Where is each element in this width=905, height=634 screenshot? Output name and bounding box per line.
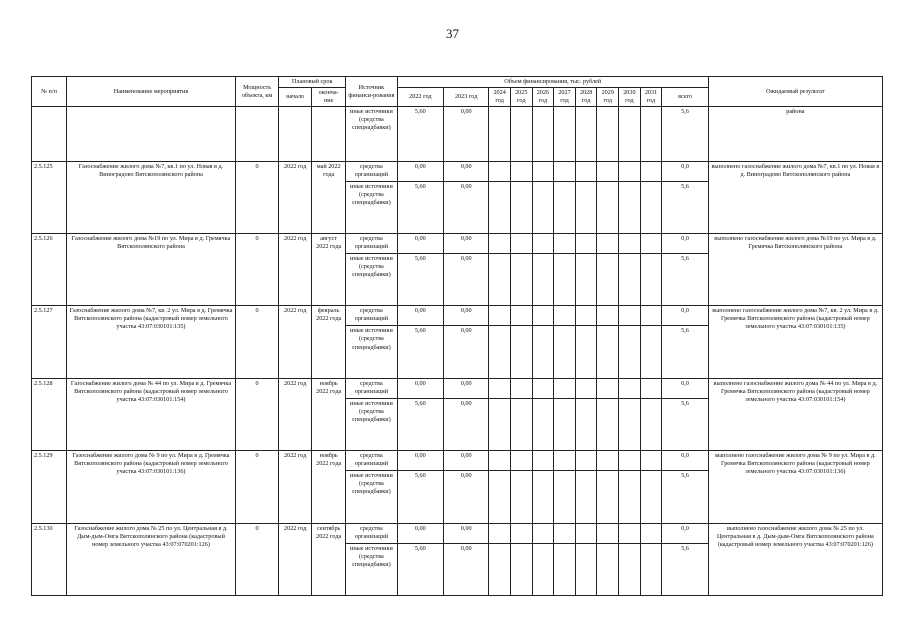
cell-capacity: 0 bbox=[235, 523, 278, 595]
cell-2023: 0,00 bbox=[444, 107, 489, 161]
cell-empty bbox=[640, 398, 662, 450]
cell-empty bbox=[510, 233, 532, 253]
cell-end: ноябрь 2022 года bbox=[312, 378, 346, 450]
cell-empty bbox=[640, 181, 662, 233]
cell-start: 2022 год bbox=[279, 451, 312, 523]
cell-2022: 5,60 bbox=[397, 107, 443, 161]
cell-empty bbox=[640, 254, 662, 306]
cell-empty bbox=[619, 254, 641, 306]
cell-empty bbox=[619, 398, 641, 450]
cell-total: 5,6 bbox=[662, 107, 708, 161]
cell-empty bbox=[554, 306, 576, 326]
header-term-end: оконча-ние bbox=[312, 88, 346, 107]
cell-empty bbox=[597, 107, 619, 161]
measure-row bbox=[32, 233, 883, 253]
cell-2022: 0,00 bbox=[397, 161, 443, 181]
header-year: 2025 год bbox=[510, 88, 532, 107]
header-capacity: Мощность объекта, км bbox=[235, 77, 278, 107]
header-result: Ожидаемый результат bbox=[708, 77, 882, 107]
cell-empty bbox=[597, 471, 619, 523]
cell-empty bbox=[489, 451, 511, 471]
cell-2022: 5,60 bbox=[397, 543, 443, 595]
cell-empty bbox=[640, 471, 662, 523]
cell-2023: 0,00 bbox=[444, 398, 489, 450]
cell-empty bbox=[489, 161, 511, 181]
cell-result: района bbox=[708, 107, 882, 161]
cell-empty bbox=[640, 451, 662, 471]
cell-2023: 0,00 bbox=[444, 233, 489, 253]
header-total: всего bbox=[662, 88, 708, 107]
cell-capacity: 0 bbox=[235, 378, 278, 450]
cell-name: Газоснабжение жилого дома №19 по ул. Мира в д. Гремячка Вятскополянского района bbox=[67, 233, 236, 305]
cell-total: 0,0 bbox=[662, 523, 708, 543]
cell-empty bbox=[510, 161, 532, 181]
cell-empty bbox=[532, 181, 554, 233]
cell-empty bbox=[597, 398, 619, 450]
header-year: 2026 год bbox=[532, 88, 554, 107]
cell-source: средства организаций bbox=[346, 233, 398, 253]
cell-empty bbox=[510, 543, 532, 595]
cell-num: 2.5.127 bbox=[32, 306, 67, 378]
cell-empty bbox=[532, 233, 554, 253]
cell-empty bbox=[510, 398, 532, 450]
cell-empty bbox=[554, 523, 576, 543]
cell-empty bbox=[597, 161, 619, 181]
header-year: 2029 год bbox=[597, 88, 619, 107]
measure-row bbox=[32, 161, 883, 181]
cell-empty bbox=[575, 471, 597, 523]
cell-start: 2022 год bbox=[279, 233, 312, 305]
cell-empty bbox=[575, 398, 597, 450]
cell-empty bbox=[619, 181, 641, 233]
cell-2023: 0,00 bbox=[444, 306, 489, 326]
cell-empty bbox=[532, 471, 554, 523]
cell-empty bbox=[510, 181, 532, 233]
cell-empty bbox=[510, 451, 532, 471]
cell-total: 0,0 bbox=[662, 233, 708, 253]
cell-empty bbox=[489, 523, 511, 543]
cell-empty bbox=[619, 451, 641, 471]
cell-empty bbox=[619, 471, 641, 523]
cell-2022: 0,00 bbox=[397, 306, 443, 326]
header-year: 2024 год bbox=[489, 88, 511, 107]
cell-source: средства организаций bbox=[346, 306, 398, 326]
cell-empty bbox=[597, 378, 619, 398]
cell-source: средства организаций bbox=[346, 161, 398, 181]
cell-end: август 2022 года bbox=[312, 233, 346, 305]
cell-2023: 0,00 bbox=[444, 378, 489, 398]
cell-empty bbox=[597, 523, 619, 543]
cell-num: 2.5.126 bbox=[32, 233, 67, 305]
header-finance: Объем финансирования, тыс. рублей bbox=[397, 77, 708, 88]
cell-empty bbox=[510, 378, 532, 398]
cell-2023: 0,00 bbox=[444, 181, 489, 233]
cell-total: 5,6 bbox=[662, 254, 708, 306]
cell-empty bbox=[640, 378, 662, 398]
cell-empty bbox=[489, 233, 511, 253]
cell-empty bbox=[640, 161, 662, 181]
cell-empty bbox=[575, 161, 597, 181]
measure-row bbox=[32, 451, 883, 471]
cell-total: 0,0 bbox=[662, 161, 708, 181]
cell-empty bbox=[510, 254, 532, 306]
cell-start: 2022 год bbox=[279, 378, 312, 450]
cell-empty bbox=[510, 471, 532, 523]
measure-row bbox=[32, 523, 883, 543]
cell-empty bbox=[597, 543, 619, 595]
cell-2023: 0,00 bbox=[444, 254, 489, 306]
cell-source: средства организаций bbox=[346, 378, 398, 398]
cell-empty bbox=[532, 161, 554, 181]
cell-empty bbox=[67, 107, 236, 161]
cell-empty bbox=[510, 306, 532, 326]
cell-empty bbox=[489, 378, 511, 398]
cell-empty bbox=[619, 233, 641, 253]
measure-row bbox=[32, 306, 883, 326]
header-term-start: начало bbox=[279, 88, 312, 107]
header-term: Плановый срок bbox=[279, 77, 346, 88]
cell-empty bbox=[279, 107, 312, 161]
cell-empty bbox=[554, 398, 576, 450]
cell-empty bbox=[575, 451, 597, 471]
cell-empty bbox=[619, 543, 641, 595]
cell-result: выполнено газоснабжение жилого дома № 9 по ул. Мира в д. Гремячка Вятскополянского района (кадастровый номер земельного участка 43:07:030101:136) bbox=[708, 451, 882, 523]
cell-2023: 0,00 bbox=[444, 543, 489, 595]
cell-empty bbox=[619, 326, 641, 378]
cell-empty bbox=[597, 306, 619, 326]
header-year: 2027 год bbox=[554, 88, 576, 107]
cell-empty bbox=[489, 398, 511, 450]
cell-total: 5,6 bbox=[662, 181, 708, 233]
cell-name: Газоснабжение жилого дома № 44 по ул. Мира в д. Гремячка Вятскополянского района (кадастровый номер земельного участка 43:07:030101:154) bbox=[67, 378, 236, 450]
page-number: 37 bbox=[446, 26, 459, 41]
cell-empty bbox=[597, 326, 619, 378]
cell-empty bbox=[640, 326, 662, 378]
cell-source: иные источники (средства спецнадбавки) bbox=[346, 543, 398, 595]
cell-num: 2.5.128 bbox=[32, 378, 67, 450]
cell-result: выполнено газоснабжение жилого дома № 25 по ул. Центральная в д. Дым-дым-Омга Вятскополянского района (кадастровый номер земельного участка 43:07:070201:126) bbox=[708, 523, 882, 595]
cell-empty bbox=[575, 378, 597, 398]
cell-capacity: 0 bbox=[235, 451, 278, 523]
cell-empty bbox=[510, 107, 532, 161]
cell-empty bbox=[489, 181, 511, 233]
cell-2022: 5,60 bbox=[397, 326, 443, 378]
cell-2023: 0,00 bbox=[444, 471, 489, 523]
cell-end: май 2022 года bbox=[312, 161, 346, 233]
cell-empty bbox=[554, 181, 576, 233]
cell-source: иные источники (средства спецнадбавки) bbox=[346, 181, 398, 233]
cell-2022: 0,00 bbox=[397, 451, 443, 471]
cell-empty bbox=[554, 471, 576, 523]
cell-empty bbox=[532, 523, 554, 543]
cell-empty bbox=[532, 254, 554, 306]
header-num: № п/п bbox=[32, 77, 67, 107]
cell-result: выполнено газоснабжение жилого дома № 44 по ул. Мира в д. Гремячка Вятскополянского района (кадастровый номер земельного участка 43:07:030101:154) bbox=[708, 378, 882, 450]
cell-empty bbox=[235, 107, 278, 161]
cell-empty bbox=[597, 181, 619, 233]
cell-result: выполнено газоснабжение жилого дома №19 по ул. Мира в д. Гремячка Вятскополянского района bbox=[708, 233, 882, 305]
cell-empty bbox=[597, 451, 619, 471]
cell-total: 0,0 bbox=[662, 451, 708, 471]
header-year: 2031 год bbox=[640, 88, 662, 107]
cell-2023: 0,00 bbox=[444, 326, 489, 378]
header-year: 2022 год bbox=[397, 88, 443, 107]
cell-2022: 5,60 bbox=[397, 398, 443, 450]
cell-empty bbox=[640, 107, 662, 161]
cell-source: средства организаций bbox=[346, 451, 398, 471]
carry-over-row bbox=[32, 107, 883, 161]
cell-2023: 0,00 bbox=[444, 523, 489, 543]
cell-empty bbox=[489, 471, 511, 523]
cell-2022: 0,00 bbox=[397, 233, 443, 253]
cell-empty bbox=[597, 233, 619, 253]
cell-total: 0,0 bbox=[662, 306, 708, 326]
cell-empty bbox=[532, 326, 554, 378]
cell-empty bbox=[640, 523, 662, 543]
header-year: 2028 год bbox=[575, 88, 597, 107]
cell-empty bbox=[619, 378, 641, 398]
header-source: Источник финанси-рования bbox=[346, 77, 398, 107]
cell-empty bbox=[575, 107, 597, 161]
cell-empty bbox=[640, 233, 662, 253]
cell-end: ноябрь 2022 года bbox=[312, 451, 346, 523]
cell-total: 5,6 bbox=[662, 398, 708, 450]
header-year: 2023 год bbox=[444, 88, 489, 107]
cell-empty bbox=[575, 326, 597, 378]
cell-empty bbox=[32, 107, 67, 161]
cell-2022: 0,00 bbox=[397, 523, 443, 543]
cell-total: 0,0 bbox=[662, 378, 708, 398]
cell-empty bbox=[554, 254, 576, 306]
cell-empty bbox=[532, 398, 554, 450]
cell-start: 2022 год bbox=[279, 306, 312, 378]
cell-2023: 0,00 bbox=[444, 161, 489, 181]
cell-empty bbox=[575, 306, 597, 326]
cell-empty bbox=[532, 306, 554, 326]
financing-table bbox=[31, 76, 883, 596]
cell-result: выполнено газоснабжение жилого дома №7, кв.1 по ул. Новая в д. Виноградово Вятскополянского района bbox=[708, 161, 882, 233]
cell-empty bbox=[554, 326, 576, 378]
header-year: 2030 год bbox=[619, 88, 641, 107]
cell-name: Газоснабжение жилого дома № 9 по ул. Мира в д. Гремячка Вятскополянского района (кадастровый номер земельного участка 43:07:030101:136) bbox=[67, 451, 236, 523]
cell-empty bbox=[554, 451, 576, 471]
cell-2022: 5,60 bbox=[397, 254, 443, 306]
cell-total: 5,6 bbox=[662, 543, 708, 595]
cell-source: средства организаций bbox=[346, 523, 398, 543]
cell-name: Газоснабжение жилого дома № 25 по ул. Центральная в д. Дым-дым-Омга Вятскополянского района (кадастровый номер земельного участка 43:07:070201:126) bbox=[67, 523, 236, 595]
header-name: Наименование мероприятия bbox=[67, 77, 236, 107]
cell-total: 5,6 bbox=[662, 326, 708, 378]
cell-2022: 5,60 bbox=[397, 471, 443, 523]
cell-name: Газоснабжение жилого дома №7, кв.1 по ул. Новая в д. Виноградово Вятскополянского района bbox=[67, 161, 236, 233]
cell-empty bbox=[312, 107, 346, 161]
cell-empty bbox=[489, 306, 511, 326]
cell-empty bbox=[532, 451, 554, 471]
cell-empty bbox=[532, 543, 554, 595]
cell-empty bbox=[510, 523, 532, 543]
cell-2022: 5,60 bbox=[397, 181, 443, 233]
cell-empty bbox=[489, 107, 511, 161]
cell-num: 2.5.130 bbox=[32, 523, 67, 595]
cell-empty bbox=[554, 233, 576, 253]
cell-empty bbox=[554, 161, 576, 181]
cell-source: иные источники (средства спецнадбавки) bbox=[346, 326, 398, 378]
cell-end: февраль 2022 года bbox=[312, 306, 346, 378]
cell-empty bbox=[619, 161, 641, 181]
cell-start: 2022 год bbox=[279, 161, 312, 233]
cell-empty bbox=[554, 107, 576, 161]
cell-empty bbox=[554, 543, 576, 595]
measure-row bbox=[32, 378, 883, 398]
cell-source: иные источники (средства спецнадбавки) bbox=[346, 107, 398, 161]
cell-end: сентябрь 2022 года bbox=[312, 523, 346, 595]
cell-empty bbox=[575, 233, 597, 253]
cell-empty bbox=[640, 543, 662, 595]
cell-empty bbox=[619, 306, 641, 326]
cell-empty bbox=[489, 254, 511, 306]
cell-source: иные источники (средства спецнадбавки) bbox=[346, 471, 398, 523]
cell-empty bbox=[575, 523, 597, 543]
cell-empty bbox=[597, 254, 619, 306]
cell-empty bbox=[619, 107, 641, 161]
cell-empty bbox=[489, 326, 511, 378]
cell-2022: 0,00 bbox=[397, 378, 443, 398]
cell-source: иные источники (средства спецнадбавки) bbox=[346, 398, 398, 450]
cell-result: выполнено газоснабжение жилого дома №7, кв. 2 ул. Мира в д. Гремячка Вятскополянского района (кадастровый номер земельного участка 43:07:030101:135) bbox=[708, 306, 882, 378]
cell-empty bbox=[532, 107, 554, 161]
cell-num: 2.5.129 bbox=[32, 451, 67, 523]
cell-empty bbox=[510, 326, 532, 378]
cell-name: Газоснабжение жилого дома №7, кв. 2 ул. Мира в д. Гремячка Вятскополянского района (кадастровый номер земельного участка 43:07:030101:135) bbox=[67, 306, 236, 378]
cell-start: 2022 год bbox=[279, 523, 312, 595]
cell-source: иные источники (средства спецнадбавки) bbox=[346, 254, 398, 306]
cell-empty bbox=[619, 523, 641, 543]
cell-total: 5,6 bbox=[662, 471, 708, 523]
cell-capacity: 0 bbox=[235, 233, 278, 305]
cell-num: 2.5.125 bbox=[32, 161, 67, 233]
cell-empty bbox=[532, 378, 554, 398]
cell-empty bbox=[575, 254, 597, 306]
cell-empty bbox=[489, 543, 511, 595]
cell-empty bbox=[554, 378, 576, 398]
cell-capacity: 0 bbox=[235, 161, 278, 233]
cell-empty bbox=[575, 543, 597, 595]
cell-empty bbox=[640, 306, 662, 326]
cell-2023: 0,00 bbox=[444, 451, 489, 471]
cell-capacity: 0 bbox=[235, 306, 278, 378]
cell-empty bbox=[575, 181, 597, 233]
